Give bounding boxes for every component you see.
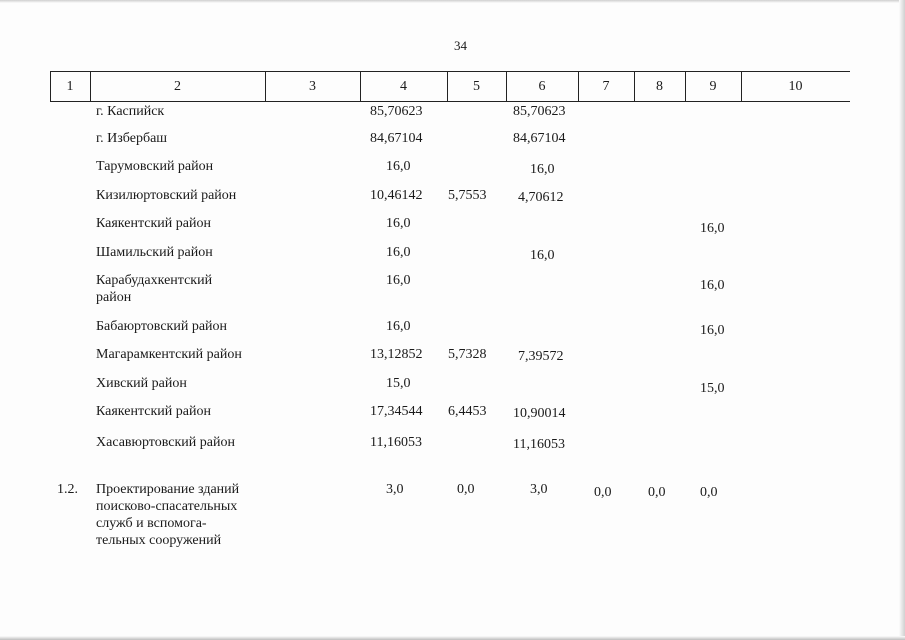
cell-col6: 4,70612	[518, 190, 564, 205]
cell-col4: 85,70623	[370, 104, 423, 119]
header-cell-3: 3	[309, 79, 316, 94]
cell-col6: 16,0	[530, 248, 555, 263]
cell-col5: 5,7553	[448, 188, 487, 203]
row-name: Магарамкентский район	[96, 347, 242, 362]
cell-col4: 17,34544	[370, 404, 423, 419]
cell-col4: 16,0	[386, 245, 411, 260]
header-cell-2: 2	[174, 79, 181, 94]
section-description-line: служб и вспомога-	[96, 516, 207, 531]
section-description-line: Проектирование зданий	[96, 482, 240, 497]
header-cell-7: 7	[602, 79, 610, 94]
page-number: 34	[454, 38, 467, 53]
row-name: Хасавюртовский район	[96, 435, 235, 450]
cell-col4: 13,12852	[370, 347, 423, 362]
cell-col6: 85,70623	[513, 104, 566, 119]
cell-col9: 16,0	[700, 323, 725, 338]
row-name: Хивский район	[96, 376, 187, 391]
cell-col4: 10,46142	[370, 188, 423, 203]
cell-col4: 16,0	[386, 159, 411, 174]
row-name: Каякентский район	[96, 404, 211, 419]
row-name-line: Карабудахкентский	[96, 273, 213, 288]
cell-col5: 6,4453	[448, 404, 487, 419]
row-name: Бабаюртовский район	[96, 319, 228, 334]
cell-col4: 16,0	[386, 319, 411, 334]
scan-edge-bottom	[0, 636, 905, 640]
cell-col5: 5,7328	[448, 347, 487, 362]
cell-col6: 16,0	[530, 162, 555, 177]
cell-col9: 15,0	[700, 381, 725, 396]
row-name: Тарумовский район	[96, 159, 214, 174]
scan-edge-top	[0, 0, 905, 3]
row-name: Шамильский район	[96, 245, 213, 260]
cell-col4: 16,0	[386, 273, 411, 288]
cell-col7: 0,0	[594, 485, 612, 500]
cell-col4: 84,67104	[370, 131, 423, 146]
section-description-line: поисково-спасательных	[96, 499, 238, 514]
scan-edge-right	[899, 0, 905, 640]
row-name: г. Избербаш	[96, 131, 168, 146]
cell-col6: 11,16053	[513, 437, 565, 452]
cell-col4: 15,0	[386, 376, 411, 391]
row-name: г. Каспийск	[96, 104, 165, 119]
cell-col6: 3,0	[530, 482, 548, 497]
row-name	[96, 272, 276, 306]
cell-col8: 0,0	[648, 485, 666, 500]
cell-col6: 10,90014	[513, 406, 566, 421]
cell-col4: 16,0	[386, 216, 411, 231]
row-name-line: район	[96, 290, 132, 305]
section-index: 1.2.	[57, 482, 78, 497]
section-description	[96, 481, 260, 549]
cell-col4: 11,16053	[370, 435, 422, 450]
header-cell-9: 9	[709, 79, 717, 94]
header-cell-4: 4	[400, 79, 407, 94]
cell-col6: 84,67104	[513, 131, 566, 146]
header-cell-1: 1	[66, 79, 74, 94]
cell-col9: 16,0	[700, 278, 725, 293]
row-name: Кизилюртовский район	[96, 188, 237, 203]
row-name: Каякентский район	[96, 216, 211, 231]
cell-col9: 0,0	[700, 485, 718, 500]
section-description-line: тельных сооружений	[96, 533, 222, 548]
cell-col5: 0,0	[457, 482, 475, 497]
header-cell-10: 10	[788, 79, 803, 94]
table-header	[50, 71, 850, 102]
cell-col6: 7,39572	[518, 349, 564, 364]
header-cell-8: 8	[656, 79, 663, 94]
header-cell-5: 5	[473, 79, 480, 94]
header-cell-6: 6	[538, 79, 546, 94]
cell-col4: 3,0	[386, 482, 404, 497]
cell-col9: 16,0	[700, 221, 725, 236]
